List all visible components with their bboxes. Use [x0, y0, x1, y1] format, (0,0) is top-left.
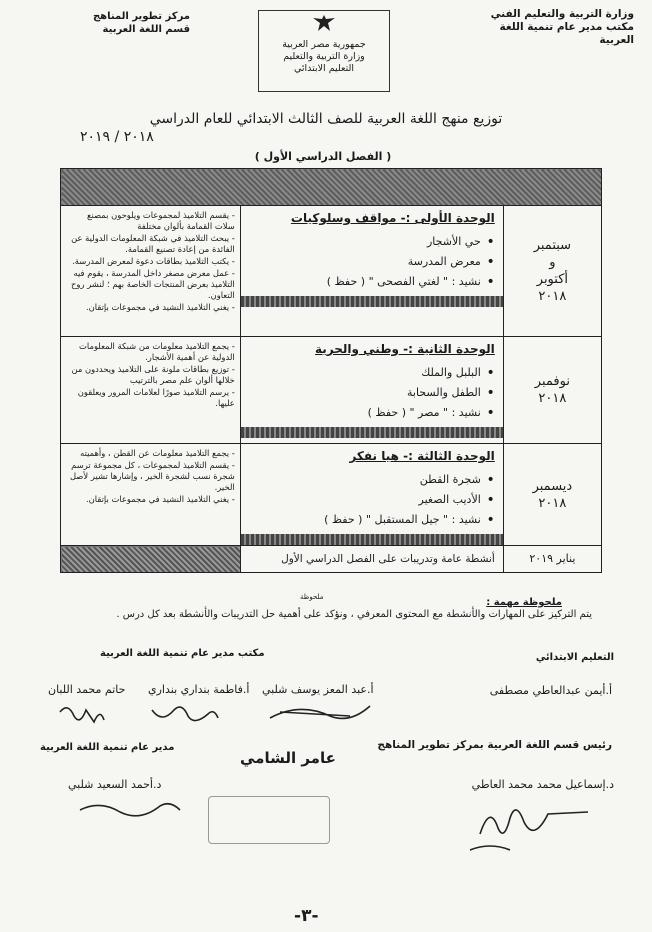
signer-name: أ.فاطمة بنداري بنداري: [148, 683, 250, 696]
table-row: [61, 206, 602, 337]
list-item: • حي الأشجار: [249, 232, 481, 252]
shaded-strip: [241, 534, 503, 545]
month-cell: يناير ٢٠١٩: [503, 546, 601, 573]
primary-education-label: التعليم الابتدائي: [535, 652, 614, 663]
list-item: • البلبل والملك: [249, 363, 481, 383]
department-name: قسم اللغة العربية: [102, 24, 190, 35]
activity: - يغني التلاميذ النشيد في مجموعات بإتقان.: [85, 302, 235, 312]
list-item: • نشيد : " مصر " ( حفظ ): [249, 403, 481, 423]
shaded-strip: [241, 427, 503, 438]
title-line-2: ٢٠١٨ / ٢٠١٩: [80, 129, 154, 145]
month-cell: سبتمبر و أكتوبر ٢٠١٨: [503, 206, 601, 337]
ministry-name: وزارة التربية والتعليم الفني: [490, 8, 634, 20]
lesson-list: [249, 470, 495, 530]
table-header-band: [61, 169, 602, 206]
page-title: [40, 110, 612, 146]
list-item: • معرض المدرسة: [249, 252, 481, 272]
curriculum-center-header: [40, 10, 190, 36]
activity: - توزيع بطاقات ملونة على التلاميذ ويحددون من خلالها ألوان علم مصر بالترتيب: [71, 364, 235, 385]
shaded-strip: [241, 296, 503, 307]
signer-name: حاتم محمد اللبان: [48, 683, 126, 696]
activity: - يجمع التلاميذ معلومات عن القطن ، وأهميته: [80, 448, 235, 458]
center-signer-name: عامر الشامي: [240, 749, 336, 767]
signature-scribbles: [40, 698, 380, 730]
list-item: • الأديب الصغير: [249, 490, 481, 510]
unit-title: الوحدة الثانية :- وطني والحرية: [315, 342, 495, 356]
unit-title: الوحدة الأولى :- مواقف وسلوكيات: [290, 211, 495, 225]
activity: - يبحث التلاميذ في شبكة المعلومات الدولية عن الفائدة من إعادة تصنيع القمامة.: [71, 233, 235, 254]
signer-name: أ.أيمن عبدالعاطي مصطفى: [489, 684, 612, 697]
notes-text: يتم التركيز على المهارات والأنشطة مع المحتوى المعرفي ، ونؤكد على أهمية حل التدريبات والأنشطة بعد كل درس .: [116, 609, 592, 620]
office-name: مكتب مدير عام تنمية اللغة العربية: [499, 21, 634, 46]
activity: - يكتب التلاميذ بطاقات دعوة لمعرض المدرسة.: [72, 256, 235, 266]
list-item: • نشيد : " لغتي الفصحى " ( حفظ ): [249, 272, 481, 292]
final-shaded-cell: [61, 546, 241, 573]
title-line-1: توزيع منهج اللغة العربية للصف الثالث الابتدائي للعام الدراسي: [149, 111, 503, 127]
table-row: [61, 337, 602, 444]
head-of-department-title: رئيس قسم اللغة العربية بمركز تطوير المناهج: [377, 739, 612, 751]
page-number: -٣-: [294, 906, 319, 926]
unit-cell: [240, 206, 503, 337]
lesson-list: [249, 363, 495, 423]
ministry-header: [464, 8, 634, 47]
activity: - يقسم التلاميذ لمجموعات ويلوحون بمصنع سلات القمامة بألوان مختلفة: [87, 210, 235, 231]
official-seal-box: [258, 10, 390, 92]
lesson-list: [249, 232, 495, 292]
unit-title: الوحدة الثالثة :- هيا نفكر: [349, 449, 495, 463]
republic-name: جمهورية مصر العربية: [282, 39, 366, 50]
signer-name: د.إسماعيل محمد محمد العاطي: [471, 778, 614, 791]
activity: - يغني التلاميذ النشيد في مجموعات بإتقان.: [85, 494, 235, 504]
unit-cell: [240, 444, 503, 546]
table-row: [61, 444, 602, 546]
center-name: مركز تطوير المناهج: [92, 11, 190, 22]
signer-name: أ.عبد المعز يوسف شلبي: [262, 683, 374, 696]
final-activities-cell: أنشطة عامة وتدريبات على الفصل الدراسي الأول: [240, 546, 503, 573]
list-item: • شجرة القطن: [249, 470, 481, 490]
activity: - عمل معرض مصغر داخل المدرسة ، يقوم فيه التلاميذ بعرض المنتجات الخاصة بهم ؛ لنشر روح التعاون.: [71, 268, 235, 300]
activities-cell: [61, 444, 241, 546]
signature-scribbles: [60, 790, 620, 860]
unit-cell: [240, 337, 503, 444]
activities-cell: [61, 206, 241, 337]
month-cell: نوفمبر ٢٠١٨: [503, 337, 601, 444]
notes-heading: ملحوظة مهمة :: [486, 597, 562, 608]
director-title: مدير عام تنمية اللغة العربية: [40, 742, 175, 753]
activity: - يجمع التلاميذ معلومات من شبكة المعلومات الدولية عن أهمية الأشجار.: [79, 341, 235, 362]
activities-cell: [61, 337, 241, 444]
signer-name: د.أحمد السعيد شلبي: [68, 778, 162, 791]
month-cell: ديسمبر ٢٠١٨: [503, 444, 601, 546]
activity: - يرسم التلاميذ صورًا لعلامات المرور ويعلقون عليها.: [77, 387, 235, 408]
ministry-line: وزارة التربية والتعليم: [283, 51, 365, 62]
arabic-office-label: مكتب مدير عام تنمية اللغة العربية: [100, 648, 265, 659]
semester-label: ( الفصل الدراسي الأول ): [254, 150, 392, 163]
stage-line: التعليم الابتدائي: [293, 63, 355, 74]
list-item: • الطفل والسحابة: [249, 383, 481, 403]
notes-small-label: ملحوظة: [300, 593, 324, 601]
eagle-emblem-icon: [311, 14, 337, 32]
curriculum-table: [60, 168, 602, 573]
table-row: [61, 546, 602, 573]
activity: - يقسم التلاميذ لمجموعات ، كل مجموعة ترسم شجرة نسب لشجرة الخير ، وإشارها تشير لأصل الخير.: [69, 460, 235, 492]
list-item: • نشيد : " جيل المستقبل " ( حفظ ): [249, 510, 481, 530]
